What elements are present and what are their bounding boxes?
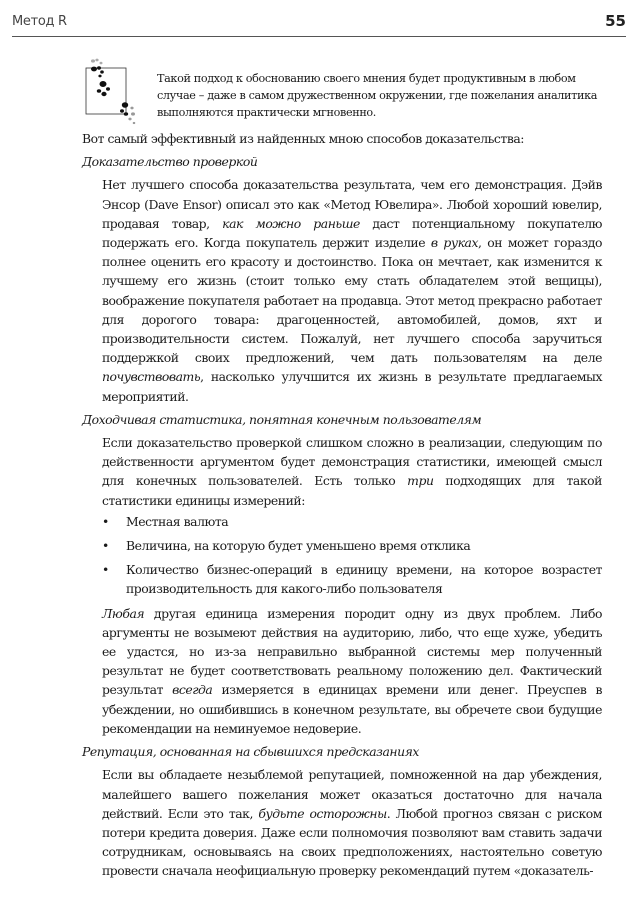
tip-note bbox=[80, 58, 620, 128]
emphasis: как можно раньше bbox=[222, 215, 360, 231]
text-run: . Любой прогноз связан с риском потери кредита доверия. Даже если полномочия позволяют вам ставить задачи сотрудникам, основываясь на своих предположениях, настоятельно советую провести сначала неофициальную проверку рекомендаций путем «доказатель- bbox=[102, 805, 602, 879]
page-header bbox=[12, 14, 626, 37]
lead-sentence: Вот самый эффективный из найденных мною способов доказательства: bbox=[82, 131, 525, 146]
list-item bbox=[102, 512, 602, 531]
term-reputation: Репутация, основанная на сбывшихся предсказаниях bbox=[82, 744, 419, 760]
term-proof-by-demo: Доказательство проверкой bbox=[82, 154, 258, 170]
emphasis: Любая bbox=[102, 605, 145, 621]
text-run: измеряется в единицах времени или денег. Преуспев в убеждении, но ошибившись в конечном результате, вы обречете свои будущие рекомендации на неминуемое недоверие. bbox=[102, 682, 602, 736]
tip-text: Такой подход к обоснованию своего мнения будет продуктивным в любом случае – даже в самом дружественном окружении, где пожелания аналитика выполняются практически мгновенно. bbox=[157, 72, 598, 119]
list-item-text: Величина, на которую будет уменьшено время отклика bbox=[126, 538, 471, 554]
emphasis: почувствовать bbox=[102, 369, 201, 385]
text-run: , он может гораздо полнее оценить его красоту и достоинство. Пока он мечтает, как изменится к лучшему его жизнь (стоит только ему стать обладателем этой вещицы), воображение покупателя работает на продавца. Этот метод прекрасно работает для дорогого товара: драгоценностей, автомобилей, домов, яхт и производительности систем. Пожалуй, нет лучшего способа заручиться поддержкой своих предложений, чем дать пользователям на деле bbox=[102, 235, 602, 366]
term-statistics: Доходчивая статистика, понятная конечным пользователям bbox=[82, 411, 482, 427]
bullet-icon: • bbox=[102, 538, 109, 554]
bullet-icon: • bbox=[102, 513, 109, 529]
paragraph-reputation bbox=[102, 765, 602, 880]
paragraph-statistics bbox=[102, 433, 602, 510]
emphasis: всегда bbox=[172, 682, 213, 698]
list-item-text: Местная валюта bbox=[126, 513, 229, 529]
text-run: Если доказательство проверкой слишком сложно в реализации, следующим по действенности аргументом будет демонстрация статистики, имеющей смысл для конечных пользователей. Есть только bbox=[102, 435, 602, 489]
main-text bbox=[82, 129, 602, 881]
units-list bbox=[102, 512, 602, 599]
running-title: Метод R bbox=[12, 14, 67, 29]
list-item bbox=[102, 560, 602, 598]
list-item-text: Количество бизнес-операций в единицу времени, на которое возрастет производительность для какого-либо пользователя bbox=[126, 562, 602, 597]
text-run: даст потенциальному покупателю подержать его. Когда покупатель держит изделие bbox=[102, 215, 602, 251]
list-item bbox=[102, 536, 602, 555]
page-number: 55 bbox=[605, 12, 626, 30]
text-run: подходящих для такой статистики единицы измерений: bbox=[102, 473, 602, 508]
bullet-icon: • bbox=[102, 562, 109, 578]
text-run: Нет лучшего способа доказательства результата, чем его демонстрация. Дэйв Энсор (Dave Ensor) описал это как «Метод Ювелира». Любой хороший ювелир, продавая товар, bbox=[102, 177, 602, 231]
text-run: Если вы обладаете незыблемой репутацией, помноженной на дар убеждения, малейшего вашего пожелания может оказаться достаточно для начала действий. Если это так, bbox=[102, 767, 602, 821]
paragraph-proof-by-demo bbox=[102, 175, 602, 405]
text-run: , насколько улучшится их жизнь в результате предлагаемых мероприятий. bbox=[102, 369, 602, 404]
emphasis: в руках bbox=[430, 235, 479, 251]
emphasis: будьте осторожны bbox=[258, 805, 387, 821]
text-run: другая единица измерения породит одну из двух проблем. Либо аргументы не возымеют действия на аудиторию, либо, что еще хуже, убедить ее удастся, но из-за неправильно выбранной системы мер полученный результат не будет соответствовать реальному положению дел. Фактический результат bbox=[102, 605, 602, 698]
paw-prints-icon bbox=[80, 58, 150, 128]
paragraph-other-units bbox=[102, 604, 602, 738]
emphasis: три bbox=[407, 473, 434, 489]
